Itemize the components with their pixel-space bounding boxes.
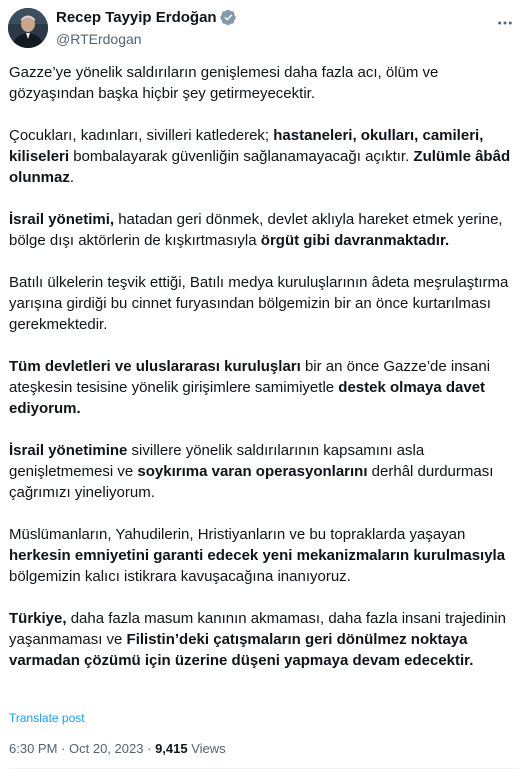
author-name-row [56, 9, 237, 26]
text-span: bombalayarak güvenliğin sağlanamayacağı açıktır. [69, 148, 414, 165]
author-handle[interactable]: @RTErdogan [56, 31, 142, 47]
text-span: daha fazla masum kanının akmaması, daha fazla insani trajedinin yaşanmaması ve [9, 610, 506, 648]
more-options-button[interactable] [494, 14, 516, 36]
views-count: 9,415 [155, 741, 188, 756]
post-date[interactable]: Oct 20, 2023 [69, 741, 144, 756]
views-label: Views [191, 741, 226, 756]
bold-text: İsrail yönetimi, [9, 211, 115, 228]
divider [9, 768, 519, 769]
bold-text: Türkiye, [9, 610, 67, 627]
text-span: Gazze’ye yönelik saldırıların genişlemesi daha fazla acı, ölüm ve gözyaşından başka hiçbir şey getirmeyecektir. [9, 64, 439, 102]
author-display-name[interactable]: Recep Tayyip Erdoğan [56, 9, 217, 26]
post-time[interactable]: 6:30 PM [9, 741, 58, 756]
bold-text: Filistin’deki çatışmaların geri dönülmez noktaya varmadan çözümü için üzerine düşeni yapmaya devam edecektir. [9, 631, 474, 669]
meta-separator: · [61, 741, 66, 756]
tweet-header [0, 0, 528, 56]
bold-text: İsrail yönetimine [9, 442, 128, 459]
tweet-paragraph [9, 608, 519, 671]
tweet-paragraph [9, 440, 519, 503]
text-span: derhâl durdurması çağrımızı yineliyorum. [9, 463, 494, 501]
bold-text: hastaneleri, okulları, camileri, kiliseleri [9, 127, 484, 165]
text-span: Batılı ülkelerin teşvik ettiği, Batılı medya kuruluşlarının âdeta meşrulaştırma yarışına girdiği bu cinnet furyasından bölgemizin bir an önce kurtarılması gerekmektedir. [9, 274, 509, 333]
text-span: bölgemizin kalıcı istikrara kavuşacağına inanıyoruz. [9, 568, 351, 585]
text-span: sivillere yönelik saldırılarının kapsamını asla genişletmemesi ve [9, 442, 425, 480]
text-span: hatadan geri dönmek, devlet aklıyla hareket etmek yerine, bölge dışı aktörlerin de kışkırtmasıyla [9, 211, 503, 249]
text-span: Müslümanların, Yahudilerin, Hristiyanların ve bu topraklarda yaşayan [9, 526, 466, 543]
tweet-text [9, 62, 519, 671]
translate-post-link[interactable]: Translate post [9, 711, 85, 725]
avatar[interactable] [8, 8, 48, 48]
bold-text: örgüt gibi davranmaktadır. [260, 232, 450, 249]
text-span: . [69, 169, 75, 186]
bold-text: soykırıma varan operasyonlarını [137, 463, 368, 480]
tweet-paragraph [9, 272, 519, 335]
bold-text: destek olmaya davet ediyorum. [9, 379, 486, 417]
bold-text: Zulümle âbâd olunmaz [9, 148, 511, 186]
tweet-paragraph [9, 62, 519, 104]
tweet-meta [9, 741, 226, 756]
tweet-paragraph [9, 209, 519, 251]
meta-separator: · [147, 741, 152, 756]
bold-text: herkesin emniyetini garanti edecek yeni mekanizmaların kurulmasıyla [9, 547, 506, 564]
text-span: Çocukları, kadınları, sivilleri katlederek; [9, 127, 274, 144]
text-span: bir an önce Gazze’de insani ateşkesin tesisine yönelik girişimlere samimiyetle [9, 358, 491, 396]
tweet-paragraph [9, 524, 519, 587]
verified-badge-icon [220, 9, 237, 26]
more-horizontal-icon [496, 14, 514, 37]
tweet-paragraph [9, 125, 519, 188]
bold-text: Tüm devletleri ve uluslararası kuruluşları [9, 358, 301, 375]
tweet-paragraph [9, 356, 519, 419]
